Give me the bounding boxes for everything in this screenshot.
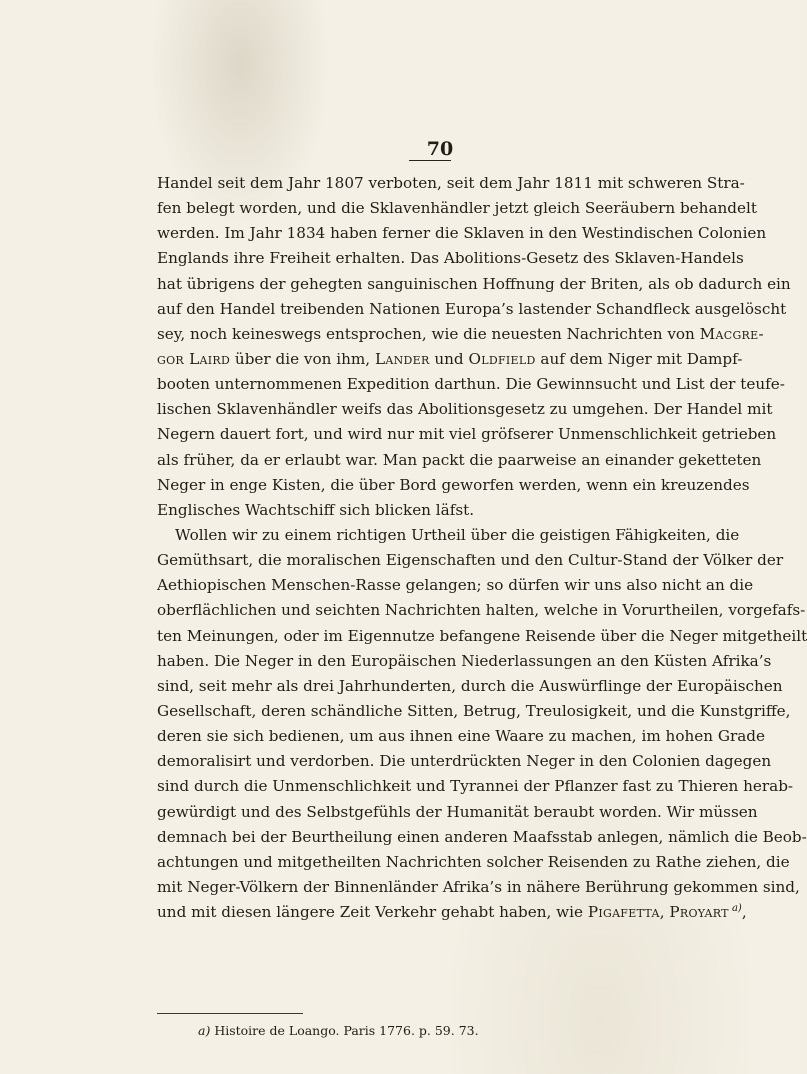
text-line: ten Meinungen, oder im Eigennutze befangene Reisende über die Neger mitgetheilt — [157, 626, 807, 645]
body-text — [157, 171, 807, 925]
person-name: gor Laird — [157, 349, 231, 368]
text-line: fen belegt worden, und die Sklavenhändler jetzt gleich Seeräubern behandelt — [157, 199, 757, 218]
footnote-text: Histoire de Loango. Paris 1776. p. 59. 73. — [210, 1023, 479, 1038]
text-run: sey, noch keineswegs entsprochen, wie die neuesten Nachrichten von — [157, 324, 700, 343]
text-run: auf dem Niger mit Dampf- — [535, 349, 743, 368]
footnote — [198, 1022, 479, 1040]
text-line: auf den Handel treibenden Nationen Europa’s lastender Schandfleck ausgelöscht — [157, 299, 787, 318]
text-line: Englisches Wachtschiff sich blicken läfst. — [157, 500, 475, 519]
text-line: Gemüthsart, die moralischen Eigenschaften und den Cultur-Stand der Völker der — [157, 551, 784, 570]
text-line: mit Neger-Völkern der Binnenländer Afrika’s in nähere Berührung gekommen sind, — [157, 877, 800, 896]
text-line: booten unternommenen Expedition darthun. Die Gewinnsucht und List der teufe- — [157, 375, 785, 394]
text-run: und mit diesen längere Zeit Verkehr gehabt haben, wie — [157, 903, 588, 922]
text-line: haben. Die Neger in den Europäischen Niederlassungen an den Küsten Afrika’s — [157, 651, 772, 670]
footnote-rule — [157, 1013, 303, 1014]
person-name: Macgre- — [699, 324, 764, 343]
text-line: werden. Im Jahr 1834 haben ferner die Sklaven in den Westindischen Colonien — [157, 224, 767, 243]
text-line: Gesellschaft, deren schändliche Sitten, Betrug, Treulosigkeit, und die Kunstgriffe, — [157, 701, 791, 720]
person-name: Oldfield — [468, 349, 536, 368]
text-line: achtungen und mitgetheilten Nachrichten solcher Reisenden zu Rathe ziehen, die — [157, 852, 790, 871]
text-run: über die von ihm, — [230, 349, 375, 368]
text-line: demoralisirt und verdorben. Die unterdrückten Neger in den Colonien dagegen — [157, 752, 772, 771]
footnote-mark: a) — [198, 1023, 211, 1038]
text-line: lischen Sklavenhändler weifs das Abolitionsgesetz zu umgehen. Der Handel mit — [157, 400, 773, 419]
text-run: , — [659, 903, 670, 922]
text-line: sind durch die Unmenschlichkeit und Tyrannei der Pflanzer fast zu Thieren herab- — [157, 777, 794, 796]
text-line — [157, 322, 764, 347]
page-number: 70 — [426, 138, 454, 160]
text-line: als früher, da er erlaubt war. Man packt die paarweise an einander geketteten — [157, 450, 762, 469]
text-run: und — [429, 349, 469, 368]
text-line: Aethiopischen Menschen-Rasse gelangen; so dürfen wir uns also nicht an die — [157, 576, 754, 595]
text-line — [157, 900, 747, 925]
page-number-rule — [409, 160, 451, 161]
text-line: gewürdigt und des Selbstgefühls der Humanität beraubt worden. Wir müssen — [157, 802, 758, 821]
text-line: Englands ihre Freiheit erhalten. Das Abolitions-Gesetz des Sklaven-Handels — [157, 249, 744, 268]
text-line: sind, seit mehr als drei Jahrhunderten, durch die Auswürflinge der Europäischen — [157, 676, 783, 695]
footnote-reference: a) — [728, 903, 742, 915]
text-line: deren sie sich bedienen, um aus ihnen eine Waare zu machen, im hohen Grade — [157, 727, 766, 746]
text-line: hat übrigens der gehegten sanguinischen Hoffnung der Briten, als ob dadurch ein — [157, 274, 791, 293]
text-line: oberflächlichen und seichten Nachrichten halten, welche in Vorurtheilen, vorgefafs- — [157, 601, 806, 620]
text-line — [157, 347, 743, 372]
text-line: Neger in enge Kisten, die über Bord geworfen werden, wenn ein kreuzendes — [157, 475, 750, 494]
text-line: demnach bei der Beurtheilung einen anderen Maafsstab anlegen, nämlich die Beob- — [157, 827, 807, 846]
text-line: Handel seit dem Jahr 1807 verboten, seit dem Jahr 1811 mit schweren Stra- — [157, 174, 745, 192]
text-line: Negern dauert fort, und wird nur mit viel gröfserer Unmenschlichkeit getrieben — [157, 425, 777, 444]
person-name: Proyart — [669, 903, 729, 922]
person-name: Pigafetta — [587, 903, 660, 922]
person-name: Lander — [374, 349, 430, 368]
text-line: Wollen wir zu einem richtigen Urtheil über die geistigen Fähigkeiten, die — [175, 525, 740, 544]
text-run: , — [741, 903, 747, 922]
